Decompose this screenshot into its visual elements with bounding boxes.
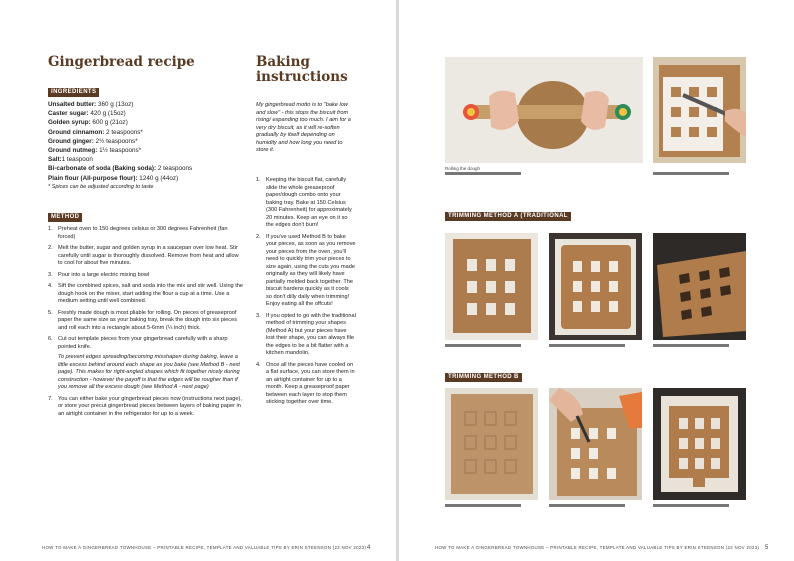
photo-caption: Rolling the dough	[445, 166, 481, 171]
ingredient-name: Plain flour (All-purpose flour):	[48, 174, 138, 182]
ingredient-name: Ground ginger:	[48, 137, 94, 145]
step-text: Cut out template pieces from your gingerbread carefully with a sharp pointed knife.	[58, 336, 228, 350]
step-item	[256, 313, 356, 358]
method-a-image-3	[653, 233, 746, 340]
step-number: 5.	[48, 309, 53, 316]
step-item	[48, 283, 244, 306]
method-b-image-2	[549, 388, 642, 500]
step-item	[48, 226, 244, 241]
ingredient-row	[48, 109, 238, 118]
ingredient-row	[48, 118, 238, 127]
method-note: To prevent edges spreading/becoming misshapen during baking, leave a little excess behind around each shape as you bake (see Method B - next page). This makes for right-angled shapes which fit together nicely during construction - however the payoff is that the edges will be rougher than if you remove all the excess dough (see Method A - next page)	[58, 354, 240, 390]
ingredient-row	[48, 146, 238, 155]
method-a-photo-2	[549, 233, 642, 340]
footer-left: HOW TO MAKE A GINGERBREAD TOWNHOUSE – PRINTABLE RECIPE, TEMPLATE AND VALUABLE TIPS BY ERIN STEENSON (22 NOV 2023)	[42, 545, 367, 550]
step-number: 1.	[256, 177, 261, 183]
step-item	[48, 245, 244, 268]
method-a-photo-1	[445, 233, 538, 340]
method-b-photo-2	[549, 388, 642, 500]
ingredient-qty: 420 g (15oz)	[88, 110, 126, 118]
step-number: 6.	[48, 336, 53, 342]
ingredient-name: Salt:	[48, 156, 62, 164]
step-number: 4.	[256, 361, 261, 368]
footer-right: HOW TO MAKE A GINGERBREAD TOWNHOUSE – PRINTABLE RECIPE, TEMPLATE AND VALUABLE TIPS BY ERIN STEENSON (22 NOV 2023)	[435, 545, 760, 550]
step-item	[48, 272, 244, 280]
method-a-tag: TRIMMING METHOD A (TRADITIONAL	[445, 212, 571, 221]
page-number-right: 5	[765, 545, 769, 551]
ingredient-row	[48, 100, 238, 109]
step-item	[256, 177, 356, 230]
page-4	[0, 0, 396, 561]
caption-bar-1	[445, 172, 521, 175]
method-b-photo-3	[653, 388, 746, 500]
ingredient-name: Golden syrup:	[48, 119, 91, 127]
ingredient-name: Ground nutmeg:	[48, 147, 98, 155]
step-number: 1.	[48, 226, 53, 232]
baking-title-line-1: Baking	[256, 54, 310, 70]
ingredient-name: Caster sugar:	[48, 110, 89, 118]
step-item	[48, 310, 244, 333]
step-text: You can either bake your gingerbread pieces now (instructions next page), or store your precut gingerbread pieces between layers of baking paper in an airtight container in the refrigerator for up to a week.	[58, 395, 242, 417]
method-a-image-2	[549, 233, 642, 340]
page-number-left: 4	[367, 545, 371, 551]
step-number: 2.	[256, 233, 261, 240]
ingredient-qty: 1240 g (44oz)	[137, 174, 179, 182]
step-text: If you opted to go with the traditional method of trimming your shapes (Method A) but your pieces have lost their shape, you can always file the edges to be a bit flatter with a kitchen mandolin.	[266, 312, 356, 356]
cutting-image	[653, 57, 746, 163]
step-item	[48, 336, 244, 351]
baking-title	[256, 55, 348, 85]
ingredient-name: Unsalted butter:	[48, 101, 97, 108]
ingredient-row	[48, 155, 238, 164]
ingredient-row	[48, 174, 238, 183]
method-a-image-1	[445, 233, 538, 340]
ingredients-list	[48, 100, 238, 192]
method-b-photo-1	[445, 388, 538, 500]
step-text: Keeping the biscuit flat, carefully slide the whole greaseproof paper/dough combo onto your baking tray. Bake at 150 Celsius (300 Fahrenheit) for approximately 20 minutes. Keep an eye on it so the edges don't burn!	[266, 177, 352, 228]
rolling-dough-image	[445, 57, 643, 163]
cutting-photo	[653, 57, 746, 163]
caption-bar-5	[653, 344, 729, 347]
method-tag: METHOD	[48, 213, 82, 222]
step-text: Once all the pieces have cooled on a flat surface, you can store them in an airtight container for up to a month. Keep a greaseproof paper between each layer to stop them sticking together over time.	[266, 361, 355, 405]
ingredient-name: Bi-carbonate of soda (Baking soda):	[48, 165, 157, 173]
method-b-image-3	[653, 388, 746, 500]
ingredient-qty: 600 g (21oz)	[90, 119, 128, 127]
caption-bar-4	[549, 344, 625, 347]
step-text: Melt the butter, sugar and golden syrup in a saucepan over low heat. Stir carefully until sugar is thoroughly dissolved. Remove from heat and allow to cool for about five minutes.	[58, 245, 239, 266]
step-text: Preheat oven to 150 degrees celsius or 300 degrees Fahrenheit (fan forced)	[58, 226, 228, 240]
step-text: If you've used Method B to bake your pieces, as soon as you remove your pieces from the oven, you'll need to quickly trim your pieces to size again, using the cuts you made originally as they will likely have partially melded back together. The biscuit hardens quickly as it cools so don't dilly dally when trimming! Enjoy eating all the offcuts!	[266, 233, 356, 307]
step-item	[48, 396, 244, 419]
recipe-title: Gingerbread recipe	[48, 54, 195, 70]
baking-title-line-2: instructions	[256, 69, 348, 85]
rolling-dough-photo	[445, 57, 643, 163]
page-5	[399, 0, 794, 561]
ingredient-row	[48, 164, 238, 173]
ingredient-qty: 2 teaspoons*	[104, 128, 143, 136]
step-text: Freshly made dough is most pliable for rolling. On pieces of greaseproof paper the same size as your baking tray, break the dough into six pieces and roll each into a rectangle about 5-6mm (¼ inch) thick.	[58, 309, 237, 331]
step-number: 4.	[48, 283, 53, 289]
caption-bar-7	[549, 504, 625, 507]
ingredient-qty: 2 teaspoons	[156, 165, 193, 173]
step-item	[256, 234, 356, 309]
baking-steps	[256, 177, 356, 411]
step-number: 3.	[256, 312, 261, 319]
ingredient-qty: 1 teaspoon	[61, 156, 93, 164]
caption-bar-8	[653, 504, 729, 507]
ingredient-row	[48, 128, 238, 137]
step-number: 7.	[48, 395, 53, 402]
step-text: Pour into a large electric mixing bowl	[58, 271, 150, 278]
step-number: 2.	[48, 245, 53, 251]
ingredient-name: Ground cinnamon:	[48, 128, 105, 136]
caption-bar-2	[653, 172, 729, 175]
ingredients-tag: INGREDIENTS	[48, 88, 99, 97]
caption-bar-3	[445, 344, 521, 347]
method-b-tag: TRIMMING METHOD B	[445, 373, 522, 382]
method-steps	[48, 226, 244, 422]
ingredient-qty: 360 g (13oz)	[96, 101, 134, 108]
step-text: Sift the combined spices, salt and soda into the mix and stir well. Using the dough hook on the mixer, start adding the flour a cup at a time. Use a medium setting until well combined.	[58, 283, 243, 304]
step-item	[256, 362, 356, 407]
baking-intro: My gingerbread motto is to "bake low and slow" - this stops the biscuit from rising/ expanding too much. I aim for a very dry biscuit, as it will re-soften gradually by itself depending on humidity and how long you need to store it.	[256, 102, 351, 153]
ingredient-row	[48, 137, 238, 146]
method-a-photo-3	[653, 233, 746, 340]
step-number: 3.	[48, 271, 53, 278]
ingredient-qty: 1½ teaspoons*	[97, 147, 142, 155]
caption-bar-6	[445, 504, 521, 507]
method-b-image-1	[445, 388, 538, 500]
spice-note: * Spices can be adjusted according to taste	[48, 183, 154, 190]
ingredient-qty: 2½ teaspoons*	[93, 137, 138, 145]
